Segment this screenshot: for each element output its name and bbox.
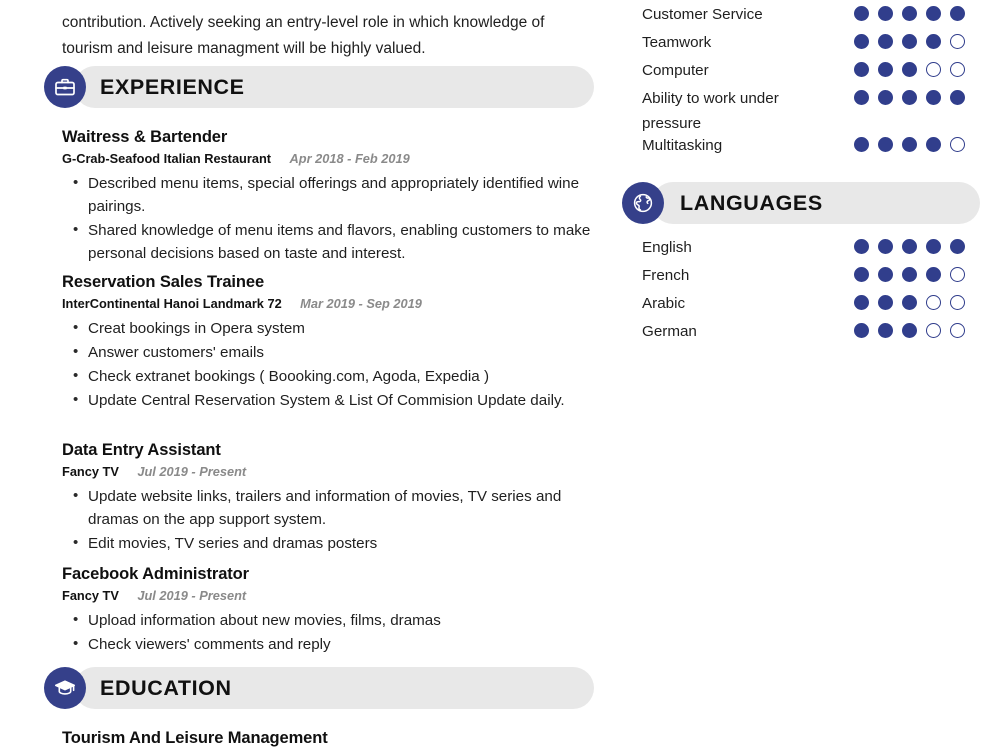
rating-dot-empty <box>950 137 965 152</box>
entry-title: Reservation Sales Trainee <box>62 273 265 291</box>
rating-dot-empty <box>950 267 965 282</box>
language-rating-dots <box>854 323 965 338</box>
skill-rating-dots <box>854 137 965 152</box>
rating-dot-filled <box>878 6 893 21</box>
language-label: Arabic <box>642 295 686 312</box>
language-label: German <box>642 323 697 340</box>
rating-dot-filled <box>854 34 869 49</box>
rating-dot-filled <box>878 323 893 338</box>
profile-summary-text: contribution. Actively seeking an entry-level role in which knowledge of tourism and leisure managment will be highly valued. <box>62 13 545 57</box>
rating-dot-filled <box>902 34 917 49</box>
rating-dot-filled <box>878 62 893 77</box>
rating-dot-filled <box>854 137 869 152</box>
rating-dot-filled <box>902 90 917 105</box>
briefcase-icon <box>44 66 86 108</box>
entry-dates: Jul 2019 - Present <box>137 464 247 479</box>
rating-dot-filled <box>854 295 869 310</box>
entry-company: InterContinental Hanoi Landmark 72 <box>62 296 282 311</box>
skill-rating-dots <box>854 62 965 77</box>
rating-dot-filled <box>878 267 893 282</box>
bullet-item: • Edit movies, TV series and dramas posters <box>62 532 602 555</box>
entry-bullets <box>62 485 602 555</box>
bullet-item: • Described menu items, special offerings and appropriately identified wine pairings. <box>62 172 602 218</box>
entry-bullets <box>62 609 602 656</box>
bullet-item: • Check viewers' comments and reply <box>62 633 602 656</box>
rating-dot-filled <box>926 267 941 282</box>
bullet-item: • Check extranet bookings ( Boooking.com, Agoda, Expedia ) <box>62 365 602 388</box>
entry-meta <box>62 587 602 605</box>
language-rating-dots <box>854 267 965 282</box>
rating-dot-filled <box>902 267 917 282</box>
sidebar-column <box>620 0 1000 750</box>
rating-dot-filled <box>950 90 965 105</box>
rating-dot-filled <box>902 295 917 310</box>
section-header-education <box>44 667 594 709</box>
rating-dot-filled <box>878 137 893 152</box>
rating-dot-empty <box>950 323 965 338</box>
bullet-item: • Shared knowledge of menu items and flavors, enabling customers to make personal decisions based on taste and interest. <box>62 219 602 265</box>
entry-title: Tourism And Leisure Management <box>62 729 328 747</box>
entry-meta <box>62 295 602 313</box>
skill-label: Ability to work under pressure <box>642 90 779 132</box>
entry-title: Waitress & Bartender <box>62 128 228 146</box>
rating-dot-filled <box>854 62 869 77</box>
rating-dot-filled <box>878 34 893 49</box>
skill-rating-dots <box>854 34 965 49</box>
rating-dot-empty <box>926 62 941 77</box>
bullet-item: • Update Central Reservation System & List Of Commision Update daily. <box>62 389 602 412</box>
rating-dot-filled <box>878 239 893 254</box>
rating-dot-filled <box>854 6 869 21</box>
rating-dot-filled <box>854 239 869 254</box>
entry-dates: Jul 2019 - Present <box>137 588 247 603</box>
bullet-item: • Update website links, trailers and information of movies, TV series and dramas on the app support system. <box>62 485 602 531</box>
rating-dot-filled <box>926 239 941 254</box>
rating-dot-filled <box>854 90 869 105</box>
section-title-languages: LANGUAGES <box>680 191 823 215</box>
rating-dot-filled <box>950 6 965 21</box>
entry-title: Facebook Administrator <box>62 565 249 583</box>
section-header-languages <box>622 182 980 224</box>
rating-dot-filled <box>926 137 941 152</box>
entry-meta <box>62 463 602 481</box>
entry-meta <box>62 150 602 168</box>
language-rating-dots <box>854 239 965 254</box>
skill-rating-dots <box>854 6 965 21</box>
bullet-item: • Answer customers' emails <box>62 341 602 364</box>
rating-dot-filled <box>902 323 917 338</box>
entry-bullets <box>62 317 602 412</box>
rating-dot-filled <box>902 62 917 77</box>
language-label: English <box>642 239 692 256</box>
entry-title: Data Entry Assistant <box>62 441 221 459</box>
rating-dot-filled <box>902 6 917 21</box>
experience-entry <box>62 439 602 556</box>
skill-label: Teamwork <box>642 34 712 51</box>
rating-dot-empty <box>950 62 965 77</box>
entry-company: G-Crab-Seafood Italian Restaurant <box>62 151 272 166</box>
bullet-item: • Upload information about new movies, films, dramas <box>62 609 602 632</box>
skill-label: Customer Service <box>642 6 763 23</box>
section-header-experience <box>44 66 594 108</box>
rating-dot-filled <box>926 90 941 105</box>
rating-dot-empty <box>926 323 941 338</box>
rating-dot-filled <box>902 239 917 254</box>
entry-dates: Apr 2018 - Feb 2019 <box>289 151 410 166</box>
rating-dot-filled <box>854 267 869 282</box>
section-title-education: EDUCATION <box>100 676 232 700</box>
entry-company: Fancy TV <box>62 464 119 479</box>
graduation-cap-icon <box>44 667 86 709</box>
rating-dot-filled <box>926 34 941 49</box>
education-entry <box>62 727 602 751</box>
experience-entry <box>62 126 602 266</box>
experience-entry <box>62 271 602 413</box>
skill-label: Computer <box>642 62 709 79</box>
language-rating-dots <box>854 295 965 310</box>
entry-dates: Mar 2019 - Sep 2019 <box>300 296 422 311</box>
rating-dot-filled <box>926 6 941 21</box>
section-title-experience: EXPERIENCE <box>100 75 245 99</box>
language-label: French <box>642 267 690 284</box>
rating-dot-empty <box>950 295 965 310</box>
rating-dot-empty <box>926 295 941 310</box>
globe-icon <box>622 182 664 224</box>
entry-company: Fancy TV <box>62 588 119 603</box>
experience-entry <box>62 563 602 657</box>
skill-rating-dots <box>854 90 965 105</box>
rating-dot-filled <box>878 295 893 310</box>
rating-dot-empty <box>950 34 965 49</box>
rating-dot-filled <box>854 323 869 338</box>
bullet-item: • Creat bookings in Opera system <box>62 317 602 340</box>
rating-dot-filled <box>950 239 965 254</box>
rating-dot-filled <box>902 137 917 152</box>
skill-label: Multitasking <box>642 137 723 154</box>
entry-bullets <box>62 172 602 265</box>
rating-dot-filled <box>878 90 893 105</box>
